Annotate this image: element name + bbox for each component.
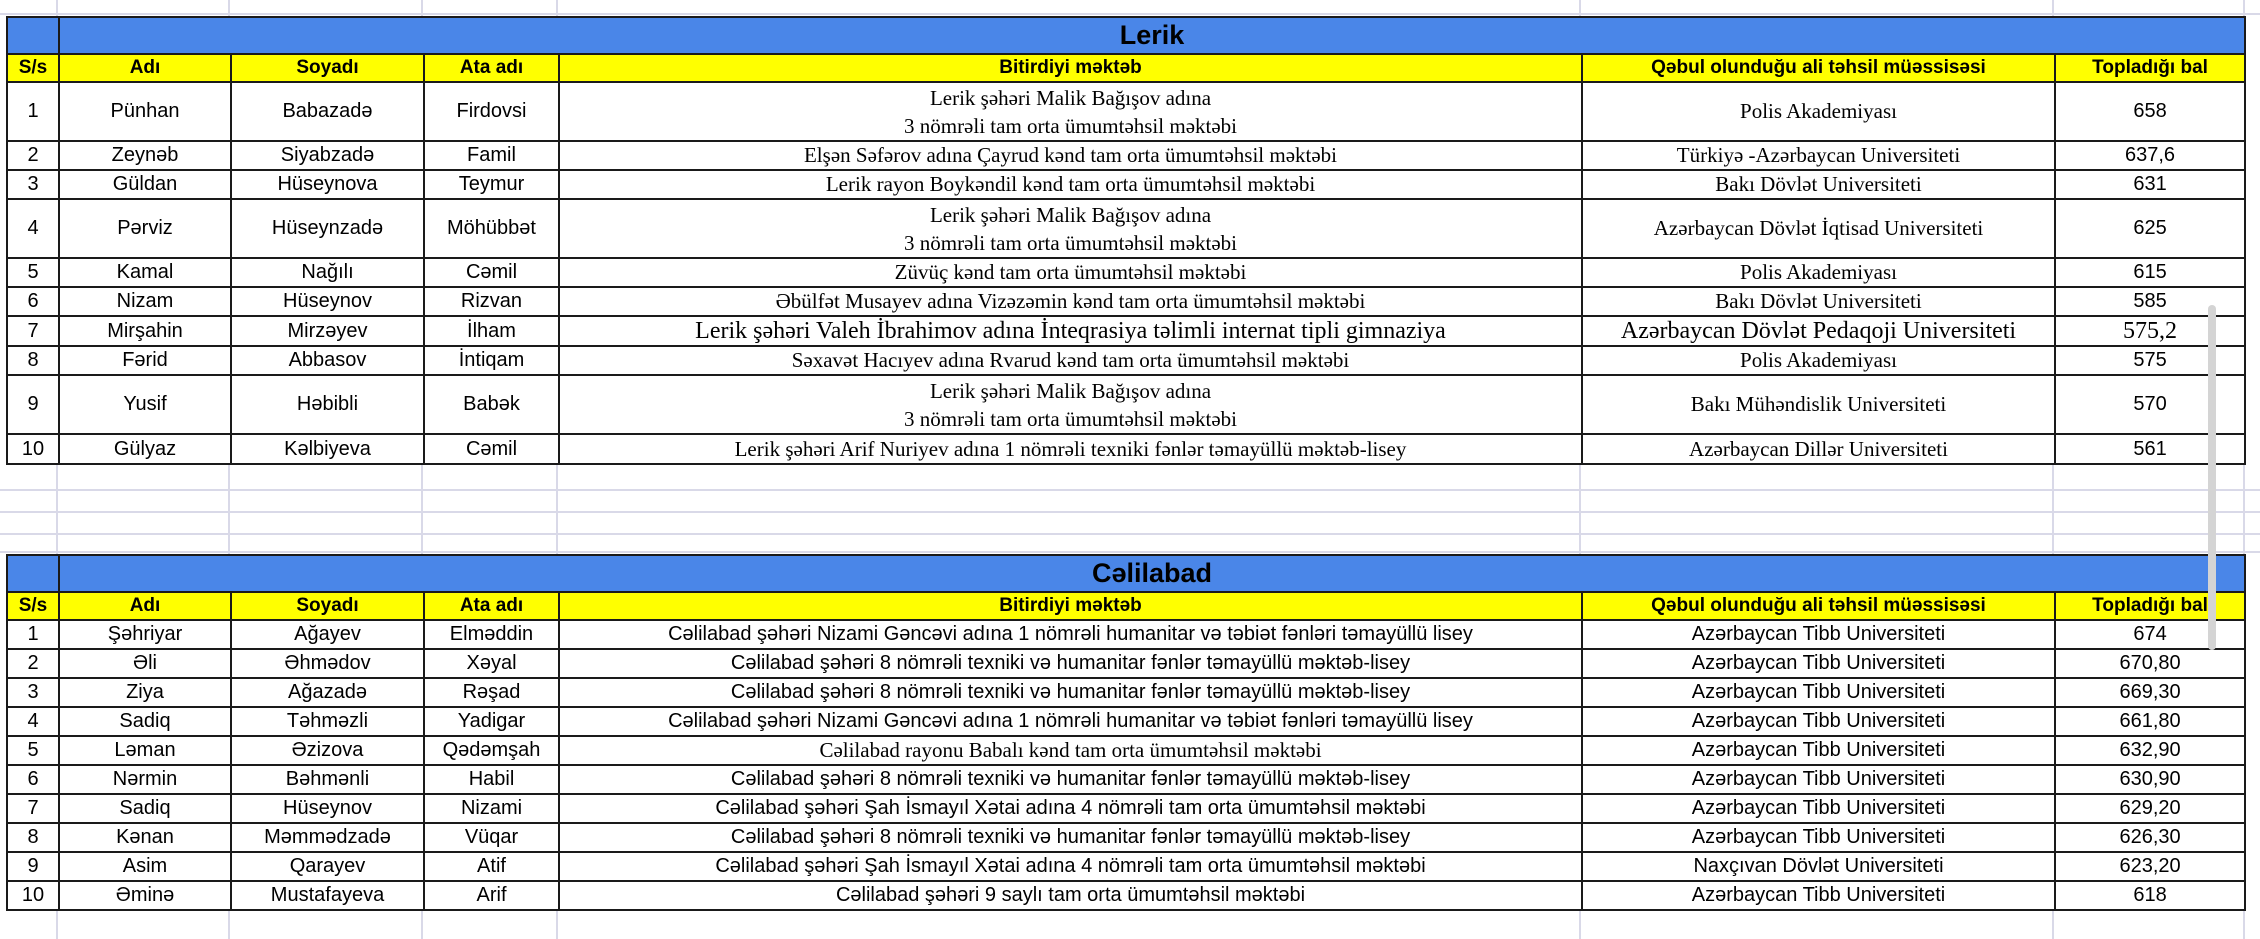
cell-surname[interactable]: Qarayev — [231, 852, 424, 881]
school-line: Cəlilabad rayonu Babalı kənd tam orta ümumtəhsil məktəbi — [819, 738, 1322, 762]
cell-number[interactable]: 9 — [7, 375, 59, 434]
cell-university[interactable]: Azərbaycan Tibb Universiteti — [1582, 794, 2055, 823]
cell-surname[interactable]: Əhmədov — [231, 649, 424, 678]
cell-name[interactable]: Əli — [59, 649, 231, 678]
school-line: Lerik şəhəri Malik Bağışov adına — [929, 378, 1212, 403]
cell-school[interactable] — [559, 346, 1582, 375]
header-school[interactable]: Bitirdiyi məktəb — [559, 592, 1582, 620]
celilabad-table — [6, 554, 2246, 911]
cell-school[interactable] — [559, 199, 1582, 258]
header-father-name[interactable]: Ata adı — [424, 592, 559, 620]
cell-university[interactable]: Polis Akademiyası — [1582, 82, 2055, 141]
cell-university[interactable]: Naxçıvan Dövlət Universiteti — [1582, 852, 2055, 881]
cell-score[interactable]: 658 — [2055, 82, 2245, 141]
table-row — [7, 881, 2245, 910]
header-school[interactable]: Bitirdiyi məktəb — [559, 54, 1582, 82]
cell-school[interactable] — [559, 823, 1582, 852]
school-line: Lerik şəhəri Arif Nuriyev adına 1 nömrəli texniki fənlər təmayüllü məktəb-lisey — [734, 436, 1407, 461]
cell-surname[interactable]: Mirzəyev — [231, 316, 424, 346]
cell-university[interactable]: Polis Akademiyası — [1582, 258, 2055, 287]
header-score[interactable]: Topladığı bal — [2055, 54, 2245, 82]
cell-surname[interactable]: Kəlbiyeva — [231, 434, 424, 464]
cell-university[interactable]: Bakı Mühəndislik Universiteti — [1582, 375, 2055, 434]
cell-name[interactable]: Əminə — [59, 881, 231, 910]
table-row — [7, 852, 2245, 881]
table-row — [7, 258, 2245, 287]
title-blank-cell — [7, 555, 59, 592]
cell-name[interactable]: Güldan — [59, 170, 231, 199]
school-line: Cəlilabad şəhəri Nizami Gəncəvi adına 1 nömrəli humanitar və təbiət fənləri təmayüllü lisey — [668, 623, 1473, 645]
cell-school[interactable] — [559, 287, 1582, 316]
cell-father-name[interactable]: Rəşad — [424, 678, 559, 707]
school-line: 3 nömrəli tam orta ümumtəhsil məktəbi — [903, 230, 1238, 255]
cell-father-name[interactable]: Arif — [424, 881, 559, 910]
cell-score[interactable]: 637,6 — [2055, 141, 2245, 170]
school-line: Əbülfət Musayev adına Vizəzəmin kənd tam orta ümumtəhsil məktəbi — [775, 289, 1366, 313]
cell-number[interactable]: 1 — [7, 82, 59, 141]
cell-school[interactable] — [559, 649, 1582, 678]
cell-number[interactable]: 9 — [7, 852, 59, 881]
cell-school[interactable] — [559, 375, 1582, 434]
cell-school[interactable] — [559, 141, 1582, 170]
cell-number[interactable]: 7 — [7, 794, 59, 823]
cell-school[interactable] — [559, 707, 1582, 736]
cell-score[interactable]: 570 — [2055, 375, 2245, 434]
cell-school[interactable] — [559, 258, 1582, 287]
school-line: Cəlilabad şəhəri 8 nömrəli texniki və humanitar fənlər təmayüllü məktəb-lisey — [730, 768, 1411, 790]
title-blank-cell — [7, 17, 59, 54]
cell-father-name[interactable]: Möhübbət — [424, 199, 559, 258]
cell-father-name[interactable]: Famil — [424, 141, 559, 170]
cell-father-name[interactable]: Cəmil — [424, 434, 559, 464]
table-row — [7, 346, 2245, 375]
school-line: Cəlilabad şəhəri 9 saylı tam orta ümumtəhsil məktəbi — [835, 884, 1306, 906]
school-line: Lerik rayon Boykəndil kənd tam orta ümumtəhsil məktəbi — [825, 172, 1316, 196]
cell-father-name[interactable]: Xəyal — [424, 649, 559, 678]
header-university[interactable]: Qəbul olunduğu ali təhsil müəssisəsi — [1582, 54, 2055, 82]
header-name[interactable]: Adı — [59, 592, 231, 620]
cell-father-name[interactable]: Nizami — [424, 794, 559, 823]
cell-name[interactable]: Yusif — [59, 375, 231, 434]
cell-number[interactable]: 8 — [7, 346, 59, 375]
cell-score[interactable]: 585 — [2055, 287, 2245, 316]
cell-surname[interactable]: Ağayev — [231, 620, 424, 649]
cell-name[interactable]: Pünhan — [59, 82, 231, 141]
cell-university[interactable]: Bakı Dövlət Universiteti — [1582, 170, 2055, 199]
cell-father-name[interactable]: Yadigar — [424, 707, 559, 736]
table-row — [7, 170, 2245, 199]
cell-score[interactable]: 632,90 — [2055, 736, 2245, 765]
cell-surname[interactable]: Abbasov — [231, 346, 424, 375]
header-number[interactable]: S/s — [7, 592, 59, 620]
cell-score[interactable]: 626,30 — [2055, 823, 2245, 852]
vertical-scrollbar[interactable] — [2208, 305, 2216, 650]
school-line: Cəlilabad şəhəri Nizami Gəncəvi adına 1 nömrəli humanitar və təbiət fənləri təmayüllü lisey — [668, 710, 1473, 732]
cell-name[interactable]: Gülyaz — [59, 434, 231, 464]
cell-school[interactable] — [559, 82, 1582, 141]
cell-score[interactable]: 631 — [2055, 170, 2245, 199]
cell-school[interactable] — [559, 765, 1582, 794]
cell-score[interactable]: 629,20 — [2055, 794, 2245, 823]
cell-school[interactable] — [559, 736, 1582, 765]
cell-school[interactable] — [559, 678, 1582, 707]
cell-name[interactable]: Sadiq — [59, 794, 231, 823]
cell-number[interactable]: 5 — [7, 258, 59, 287]
cell-name[interactable]: Asim — [59, 852, 231, 881]
header-surname[interactable]: Soyadı — [231, 54, 424, 82]
cell-surname[interactable]: Məmmədzadə — [231, 823, 424, 852]
section-title[interactable]: Cəlilabad — [59, 555, 2245, 592]
cell-university[interactable]: Bakı Dövlət Universiteti — [1582, 287, 2055, 316]
school-line: Cəlilabad şəhəri 8 nömrəli texniki və humanitar fənlər təmayüllü məktəb-lisey — [730, 826, 1411, 848]
school-line: Cəlilabad şəhəri 8 nömrəli texniki və humanitar fənlər təmayüllü məktəb-lisey — [730, 681, 1411, 703]
school-line: Lerik şəhəri Valeh İbrahimov adına İnteqrasiya təlimli internat tipli gimnaziya — [695, 317, 1446, 344]
cell-father-name[interactable]: İntiqam — [424, 346, 559, 375]
table-row — [7, 736, 2245, 765]
header-score[interactable]: Topladığı bal — [2055, 592, 2245, 620]
cell-university[interactable]: Azərbaycan Tibb Universiteti — [1582, 620, 2055, 649]
cell-number[interactable]: 2 — [7, 649, 59, 678]
cell-university[interactable]: Azərbaycan Dillər Universiteti — [1582, 434, 2055, 464]
cell-school[interactable] — [559, 881, 1582, 910]
cell-school[interactable] — [559, 852, 1582, 881]
cell-score[interactable]: 630,90 — [2055, 765, 2245, 794]
cell-score[interactable]: 561 — [2055, 434, 2245, 464]
cell-name[interactable]: Zeynəb — [59, 141, 231, 170]
cell-number[interactable]: 10 — [7, 434, 59, 464]
cell-university[interactable]: Azərbaycan Tibb Universiteti — [1582, 736, 2055, 765]
cell-number[interactable]: 6 — [7, 765, 59, 794]
school-line: 3 nömrəli tam orta ümumtəhsil məktəbi — [903, 113, 1238, 138]
table-row — [7, 707, 2245, 736]
cell-father-name[interactable]: İlham — [424, 316, 559, 346]
header-university[interactable]: Qəbul olunduğu ali təhsil müəssisəsi — [1582, 592, 2055, 620]
cell-surname[interactable]: Hüseynov — [231, 794, 424, 823]
cell-father-name[interactable]: Babək — [424, 375, 559, 434]
cell-father-name[interactable]: Cəmil — [424, 258, 559, 287]
cell-school[interactable] — [559, 620, 1582, 649]
cell-university[interactable]: Azərbaycan Tibb Universiteti — [1582, 707, 2055, 736]
cell-score[interactable]: 669,30 — [2055, 678, 2245, 707]
cell-number[interactable]: 5 — [7, 736, 59, 765]
header-father-name[interactable]: Ata adı — [424, 54, 559, 82]
table-row — [7, 82, 2245, 141]
header-name[interactable]: Adı — [59, 54, 231, 82]
school-line: Züvüç kənd tam orta ümumtəhsil məktəbi — [894, 260, 1247, 284]
school-line: 3 nömrəli tam orta ümumtəhsil məktəbi — [903, 406, 1238, 431]
cell-surname[interactable]: Mustafayeva — [231, 881, 424, 910]
lerik-table — [6, 16, 2246, 465]
cell-school[interactable] — [559, 794, 1582, 823]
cell-name[interactable]: Nizam — [59, 287, 231, 316]
cell-name[interactable]: Şəhriyar — [59, 620, 231, 649]
cell-name[interactable]: Nərmin — [59, 765, 231, 794]
cell-university[interactable]: Azərbaycan Tibb Universiteti — [1582, 881, 2055, 910]
cell-score[interactable]: 674 — [2055, 620, 2245, 649]
cell-university[interactable]: Azərbaycan Tibb Universiteti — [1582, 765, 2055, 794]
cell-number[interactable]: 4 — [7, 199, 59, 258]
cell-father-name[interactable]: Firdovsi — [424, 82, 559, 141]
cell-surname[interactable]: Babazadə — [231, 82, 424, 141]
header-surname[interactable]: Soyadı — [231, 592, 424, 620]
cell-surname[interactable]: Hüseynov — [231, 287, 424, 316]
table-row — [7, 678, 2245, 707]
school-line: Lerik şəhəri Malik Bağışov adına — [929, 85, 1212, 110]
cell-number[interactable]: 2 — [7, 141, 59, 170]
header-number[interactable]: S/s — [7, 54, 59, 82]
cell-name[interactable]: Fərid — [59, 346, 231, 375]
cell-number[interactable]: 7 — [7, 316, 59, 346]
school-line: Səxavət Hacıyev adına Rvarud kənd tam orta ümumtəhsil məktəbi — [791, 348, 1350, 372]
cell-university[interactable]: Azərbaycan Dövlət Pedaqoji Universiteti — [1582, 316, 2055, 346]
cell-surname[interactable]: Əzizova — [231, 736, 424, 765]
school-line: Cəlilabad şəhəri Şah İsmayıl Xətai adına 4 nömrəli tam orta ümumtəhsil məktəbi — [715, 797, 1426, 819]
cell-surname[interactable]: Bəhmənli — [231, 765, 424, 794]
cell-score[interactable]: 575 — [2055, 346, 2245, 375]
cell-name[interactable]: Kamal — [59, 258, 231, 287]
cell-university[interactable]: Azərbaycan Dövlət İqtisad Universiteti — [1582, 199, 2055, 258]
school-line: Cəlilabad şəhəri 8 nömrəli texniki və humanitar fənlər təmayüllü məktəb-lisey — [730, 652, 1411, 674]
school-line: Lerik şəhəri Malik Bağışov adına — [929, 202, 1212, 227]
cell-school[interactable] — [559, 316, 1582, 346]
table-row — [7, 199, 2245, 258]
cell-father-name[interactable]: Rizvan — [424, 287, 559, 316]
table-row — [7, 141, 2245, 170]
cell-university[interactable]: Azərbaycan Tibb Universiteti — [1582, 678, 2055, 707]
cell-father-name[interactable]: Teymur — [424, 170, 559, 199]
cell-name[interactable]: Mirşahin — [59, 316, 231, 346]
cell-father-name[interactable]: Habil — [424, 765, 559, 794]
cell-number[interactable]: 6 — [7, 287, 59, 316]
table-row — [7, 287, 2245, 316]
cell-surname[interactable]: Hüseynzadə — [231, 199, 424, 258]
cell-name[interactable]: Kənan — [59, 823, 231, 852]
cell-name[interactable]: Sadiq — [59, 707, 231, 736]
cell-surname[interactable]: Nağılı — [231, 258, 424, 287]
cell-number[interactable]: 8 — [7, 823, 59, 852]
cell-school[interactable] — [559, 434, 1582, 464]
cell-score[interactable]: 670,80 — [2055, 649, 2245, 678]
cell-name[interactable]: Ziya — [59, 678, 231, 707]
cell-surname[interactable]: Hüseynova — [231, 170, 424, 199]
cell-score[interactable]: 575,2 — [2055, 316, 2245, 346]
table-row — [7, 649, 2245, 678]
table-row — [7, 375, 2245, 434]
table-row — [7, 434, 2245, 464]
cell-father-name[interactable]: Qədəmşah — [424, 736, 559, 765]
cell-score[interactable]: 661,80 — [2055, 707, 2245, 736]
cell-surname[interactable]: Siyabzadə — [231, 141, 424, 170]
table-row — [7, 823, 2245, 852]
table-row — [7, 765, 2245, 794]
cell-score[interactable]: 625 — [2055, 199, 2245, 258]
cell-score[interactable]: 615 — [2055, 258, 2245, 287]
cell-number[interactable]: 1 — [7, 620, 59, 649]
school-line: Elşən Səfərov adına Çayrud kənd tam orta ümumtəhsil məktəbi — [803, 143, 1338, 167]
table-row — [7, 620, 2245, 649]
cell-father-name[interactable]: Vüqar — [424, 823, 559, 852]
cell-score[interactable]: 618 — [2055, 881, 2245, 910]
cell-school[interactable] — [559, 170, 1582, 199]
cell-university[interactable]: Polis Akademiyası — [1582, 346, 2055, 375]
cell-name[interactable]: Ləman — [59, 736, 231, 765]
cell-university[interactable]: Azərbaycan Tibb Universiteti — [1582, 823, 2055, 852]
cell-number[interactable]: 3 — [7, 678, 59, 707]
cell-university[interactable]: Azərbaycan Tibb Universiteti — [1582, 649, 2055, 678]
table-row — [7, 316, 2245, 346]
section-title[interactable]: Lerik — [59, 17, 2245, 54]
cell-name[interactable]: Pərviz — [59, 199, 231, 258]
cell-university[interactable]: Türkiyə -Azərbaycan Universiteti — [1582, 141, 2055, 170]
cell-number[interactable]: 4 — [7, 707, 59, 736]
cell-number[interactable]: 3 — [7, 170, 59, 199]
cell-father-name[interactable]: Elməddin — [424, 620, 559, 649]
cell-number[interactable]: 10 — [7, 881, 59, 910]
school-line: Cəlilabad şəhəri Şah İsmayıl Xətai adına 4 nömrəli tam orta ümumtəhsil məktəbi — [715, 855, 1426, 877]
table-row — [7, 794, 2245, 823]
cell-surname[interactable]: Ağazadə — [231, 678, 424, 707]
cell-father-name[interactable]: Atif — [424, 852, 559, 881]
cell-surname[interactable]: Təhməzli — [231, 707, 424, 736]
cell-surname[interactable]: Həbibli — [231, 375, 424, 434]
cell-score[interactable]: 623,20 — [2055, 852, 2245, 881]
